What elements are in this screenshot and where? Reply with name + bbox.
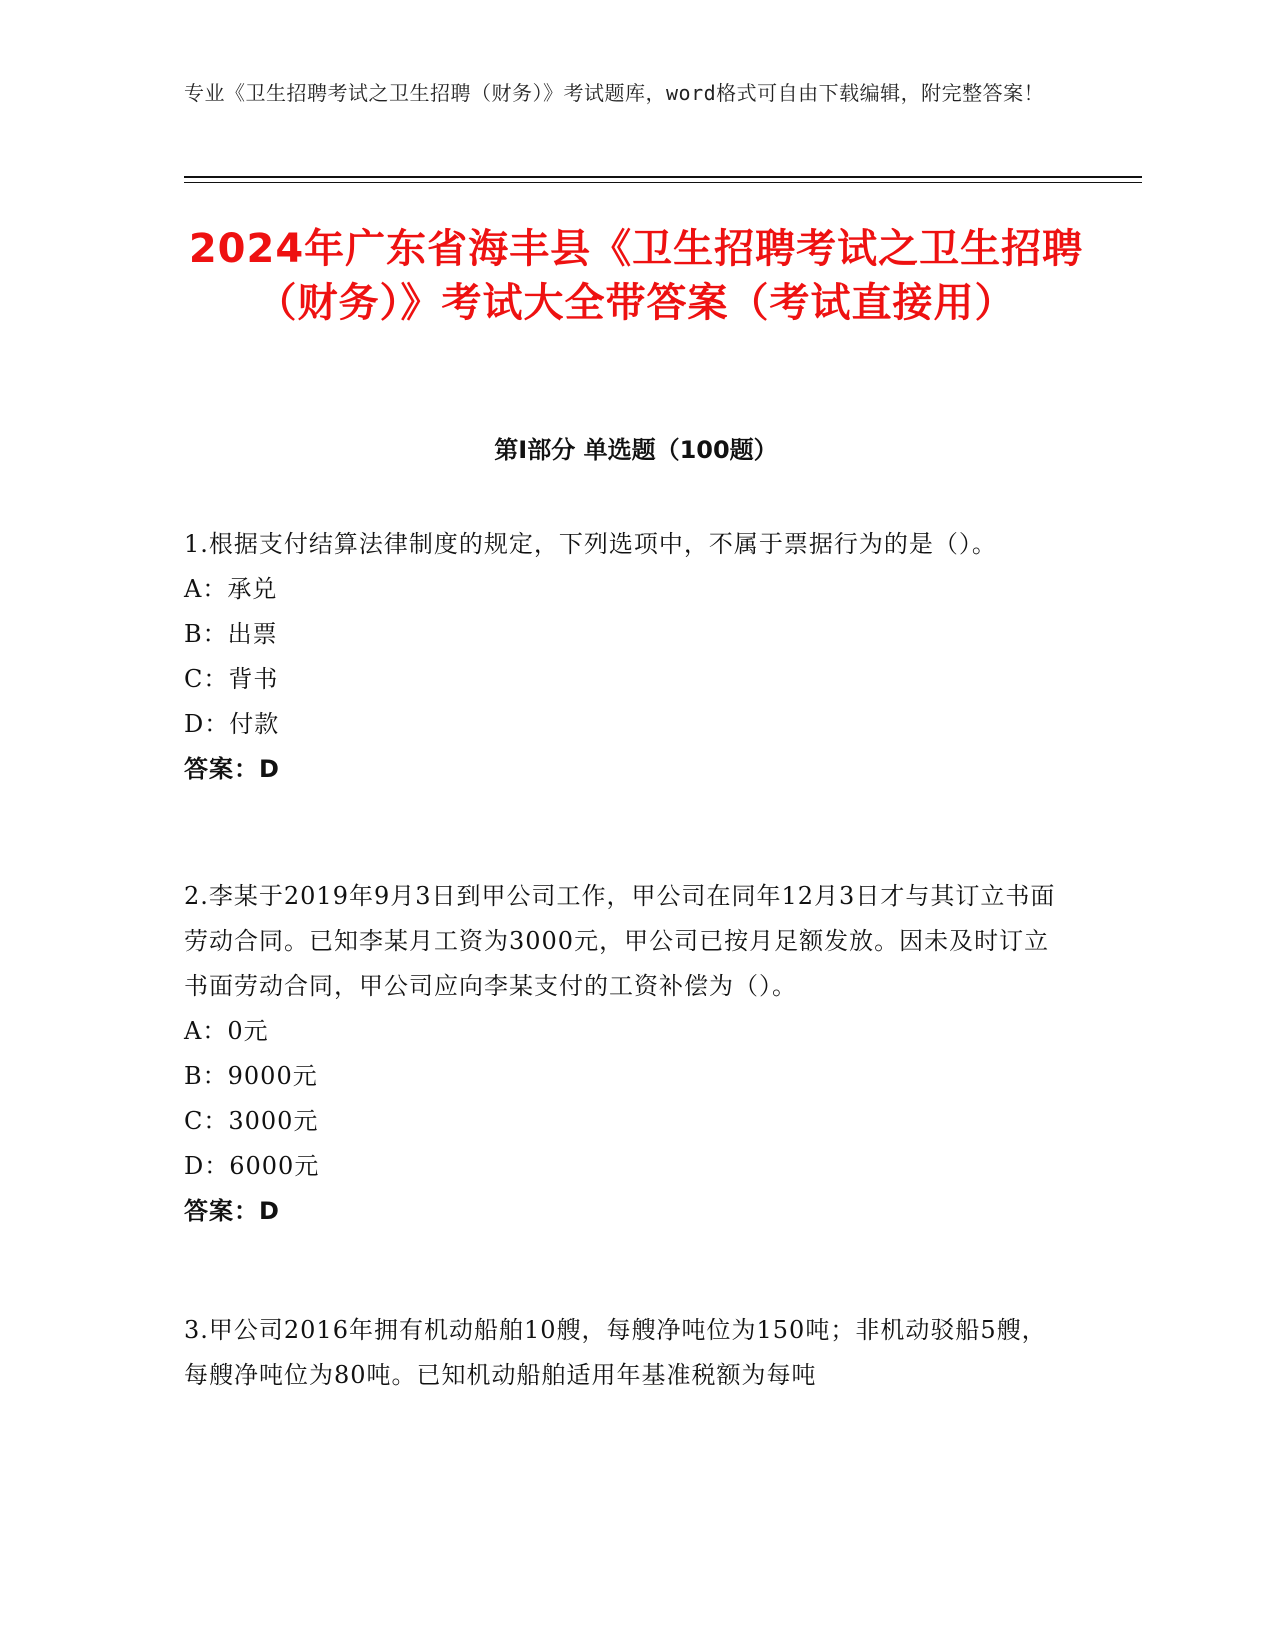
question-stem: 3.甲公司2016年拥有机动船舶10艘，每艘净吨位为150吨；非机动驳船5艘，每艘净吨位为80吨。已知机动船舶适用年基准税额为每吨 [184,1316,1047,1389]
option-b: B：9000元 [184,1062,318,1090]
option-d: D：付款 [184,710,280,738]
header-note: 专业《卫生招聘考试之卫生招聘（财务）》考试题库，word格式可自由下载编辑，附完整答案！ [184,81,1045,105]
option-c: C：背书 [184,665,279,693]
header-divider-thick [184,176,1142,178]
option-b: B：出票 [184,620,278,648]
option-a: A：0元 [184,1017,269,1045]
question-3 [184,1308,1064,1398]
question-stem: 1.根据支付结算法律制度的规定，下列选项中，不属于票据行为的是（）。 [184,530,997,558]
answer: 答案：D [184,1197,280,1225]
section-title: 第I部分 单选题（100题） [494,436,778,464]
header-divider-thin [184,182,1142,183]
answer: 答案：D [184,755,280,783]
question-2 [184,874,1064,1234]
option-c: C：3000元 [184,1107,319,1135]
question-stem: 2.李某于2019年9月3日到甲公司工作，甲公司在同年12月3日才与其订立书面劳动合同。已知李某月工资为3000元，甲公司已按月足额发放。因未及时订立书面劳动合同，甲公司应向李某支付的工资补偿为（）。 [184,882,1056,1000]
question-1 [184,522,1064,792]
option-d: D：6000元 [184,1152,320,1180]
document-title: 2024年广东省海丰县《卫生招聘考试之卫生招聘（财务）》考试大全带答案（考试直接用） [188,226,1084,326]
option-a: A：承兑 [184,575,278,603]
